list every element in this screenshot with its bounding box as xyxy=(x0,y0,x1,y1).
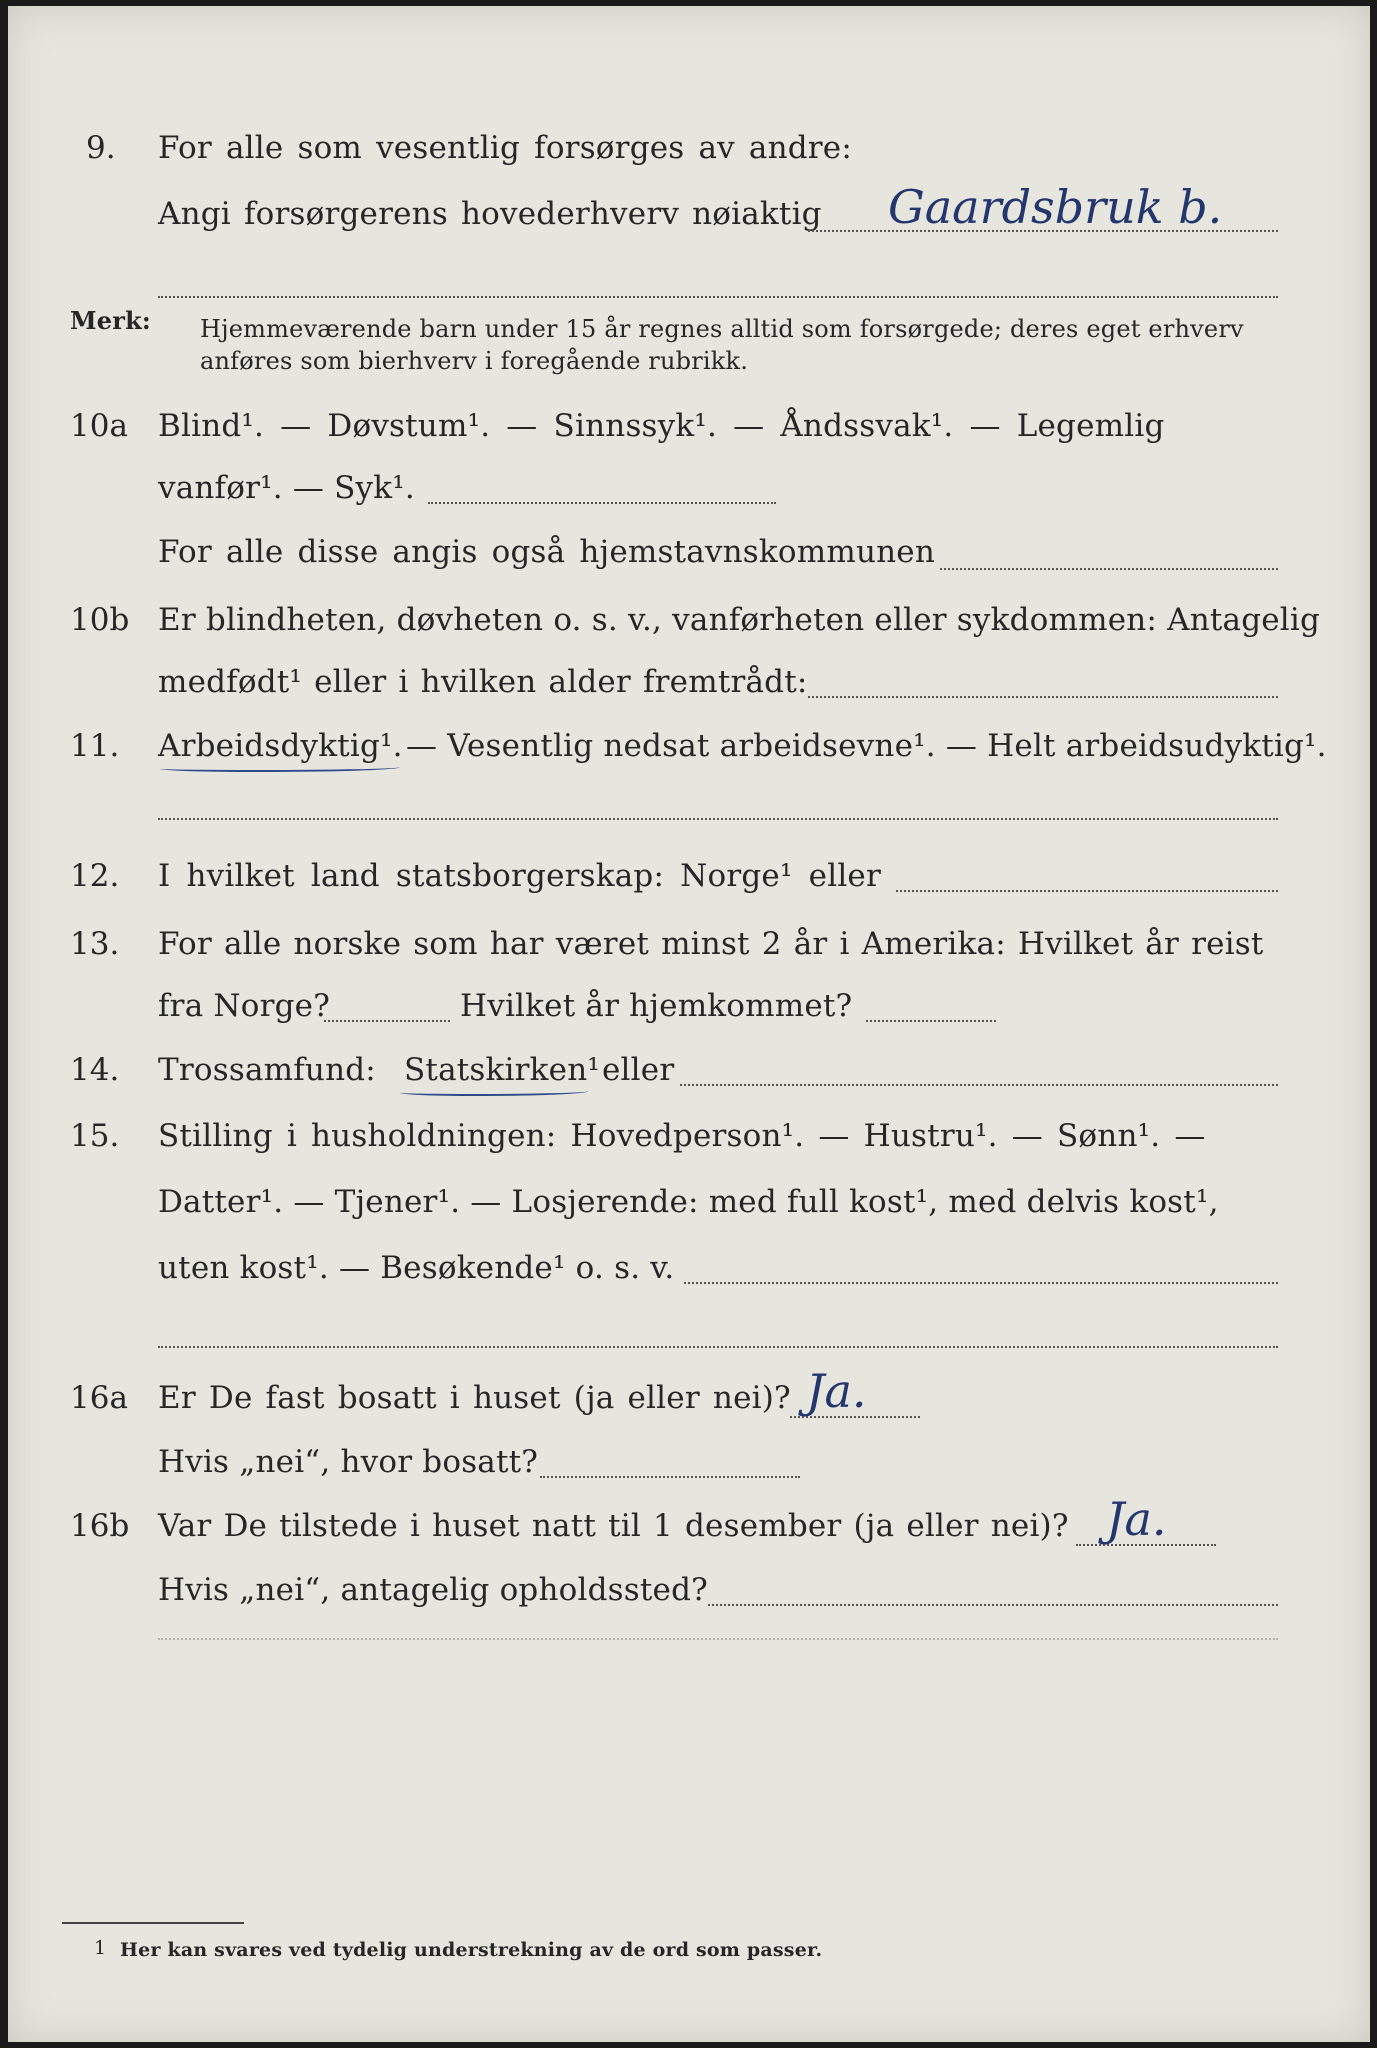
q11-part-a: Arbeidsdyktig¹. xyxy=(158,728,403,764)
q15-number: 15. xyxy=(70,1118,120,1154)
q11-number: 11. xyxy=(70,728,120,764)
q16a-line1: Er De fast bosatt i huset (ja eller nei)? xyxy=(158,1380,791,1416)
merk-line1: Hjemmeværende barn under 15 år regnes alltid som forsørgede; deres eget erhverv xyxy=(200,315,1244,343)
merk-line2: anføres som bierhverv i foregående rubrikk. xyxy=(200,347,749,375)
q12-answer-line xyxy=(896,890,1278,892)
q16a-number: 16a xyxy=(70,1380,128,1416)
q14-answer-line xyxy=(680,1084,1278,1086)
q10a-syk-line xyxy=(428,502,776,504)
q9-number: 9. xyxy=(86,130,116,166)
q10a-line1: Blind¹. — Døvstum¹. — Sinnssyk¹. — Åndssvak¹. — Legemlig xyxy=(158,408,1165,444)
q12-line1: I hvilket land statsborgerskap: Norge¹ eller xyxy=(158,858,881,894)
q16a-bosatt-line xyxy=(540,1476,800,1478)
q14-part-b: Statskirken¹ xyxy=(404,1052,600,1088)
q10a-line2: vanfør¹. — Syk¹. xyxy=(158,470,415,506)
q14-handwritten-underline xyxy=(400,1088,588,1096)
q10b-line1: Er blindheten, døvheten o. s. v., vanførheten eller sykdommen: Antagelig xyxy=(158,602,1321,638)
q13-line1: For alle norske som har været minst 2 år i Amerika: Hvilket år reist xyxy=(158,926,1264,962)
footnote-mark: 1 xyxy=(94,1937,107,1959)
q9-extra-line xyxy=(158,296,1278,298)
q14-part-a: Trossamfund: xyxy=(158,1052,376,1088)
q10b-answer-line xyxy=(808,696,1278,698)
q13-line2b: Hvilket år hjemkommet? xyxy=(460,988,853,1024)
q15-extra-line xyxy=(158,1346,1278,1348)
q14-number: 14. xyxy=(70,1052,120,1088)
q15-line1: Stilling i husholdningen: Hovedperson¹. — Hustru¹. — Sønn¹. — xyxy=(158,1118,1206,1154)
q16b-extra-line xyxy=(158,1638,1278,1640)
q10a-hjemstavn-line xyxy=(940,568,1278,570)
q13-hjemkommet-line xyxy=(866,1020,996,1022)
q9-line2: Angi forsørgerens hovederhverv nøiaktig xyxy=(158,196,822,232)
q16a-line2: Hvis „nei“, hvor bosatt? xyxy=(158,1444,539,1480)
merk-label: Merk: xyxy=(70,306,151,335)
q14-part-c: eller xyxy=(602,1052,675,1088)
q16b-handwritten-answer: Ja. xyxy=(1106,1492,1167,1546)
q9-line1: For alle som vesentlig forsørges av andre: xyxy=(158,130,852,166)
q15-line2: Datter¹. — Tjener¹. — Losjerende: med full kost¹, med delvis kost¹, xyxy=(158,1184,1219,1220)
q10b-number: 10b xyxy=(70,602,130,638)
q10a-line3: For alle disse angis også hjemstavnskommunen xyxy=(158,534,935,570)
footnote-rule xyxy=(62,1922,244,1924)
q15-line3: uten kost¹. — Besøkende¹ o. s. v. xyxy=(158,1250,675,1286)
q11-handwritten-underline xyxy=(160,764,400,772)
q9-handwritten-answer: Gaardsbruk b. xyxy=(888,180,1223,234)
q11-extra-line xyxy=(158,818,1278,820)
footnote-text: Her kan svares ved tydelig understrekning av de ord som passer. xyxy=(120,1939,823,1961)
q13-number: 13. xyxy=(70,926,120,962)
q15-answer-line xyxy=(684,1282,1278,1284)
q13-line2a: fra Norge? xyxy=(158,988,331,1024)
q13-reist-line xyxy=(324,1020,450,1022)
q16b-line1: Var De tilstede i huset natt til 1 desember (ja eller nei)? xyxy=(158,1508,1069,1544)
q16b-opholdssted-line xyxy=(708,1604,1278,1606)
q16b-number: 16b xyxy=(70,1508,130,1544)
q12-number: 12. xyxy=(70,858,120,894)
q16b-line2: Hvis „nei“, antagelig opholdssted? xyxy=(158,1572,708,1608)
q10a-number: 10a xyxy=(70,408,128,444)
q11-part-b: — Vesentlig nedsat arbeidsevne¹. — Helt arbeidsudyktig¹. xyxy=(406,728,1327,764)
q10b-line2: medfødt¹ eller i hvilken alder fremtrådt: xyxy=(158,664,808,700)
census-form-page xyxy=(8,6,1370,2042)
q16a-handwritten-answer: Ja. xyxy=(806,1364,867,1418)
